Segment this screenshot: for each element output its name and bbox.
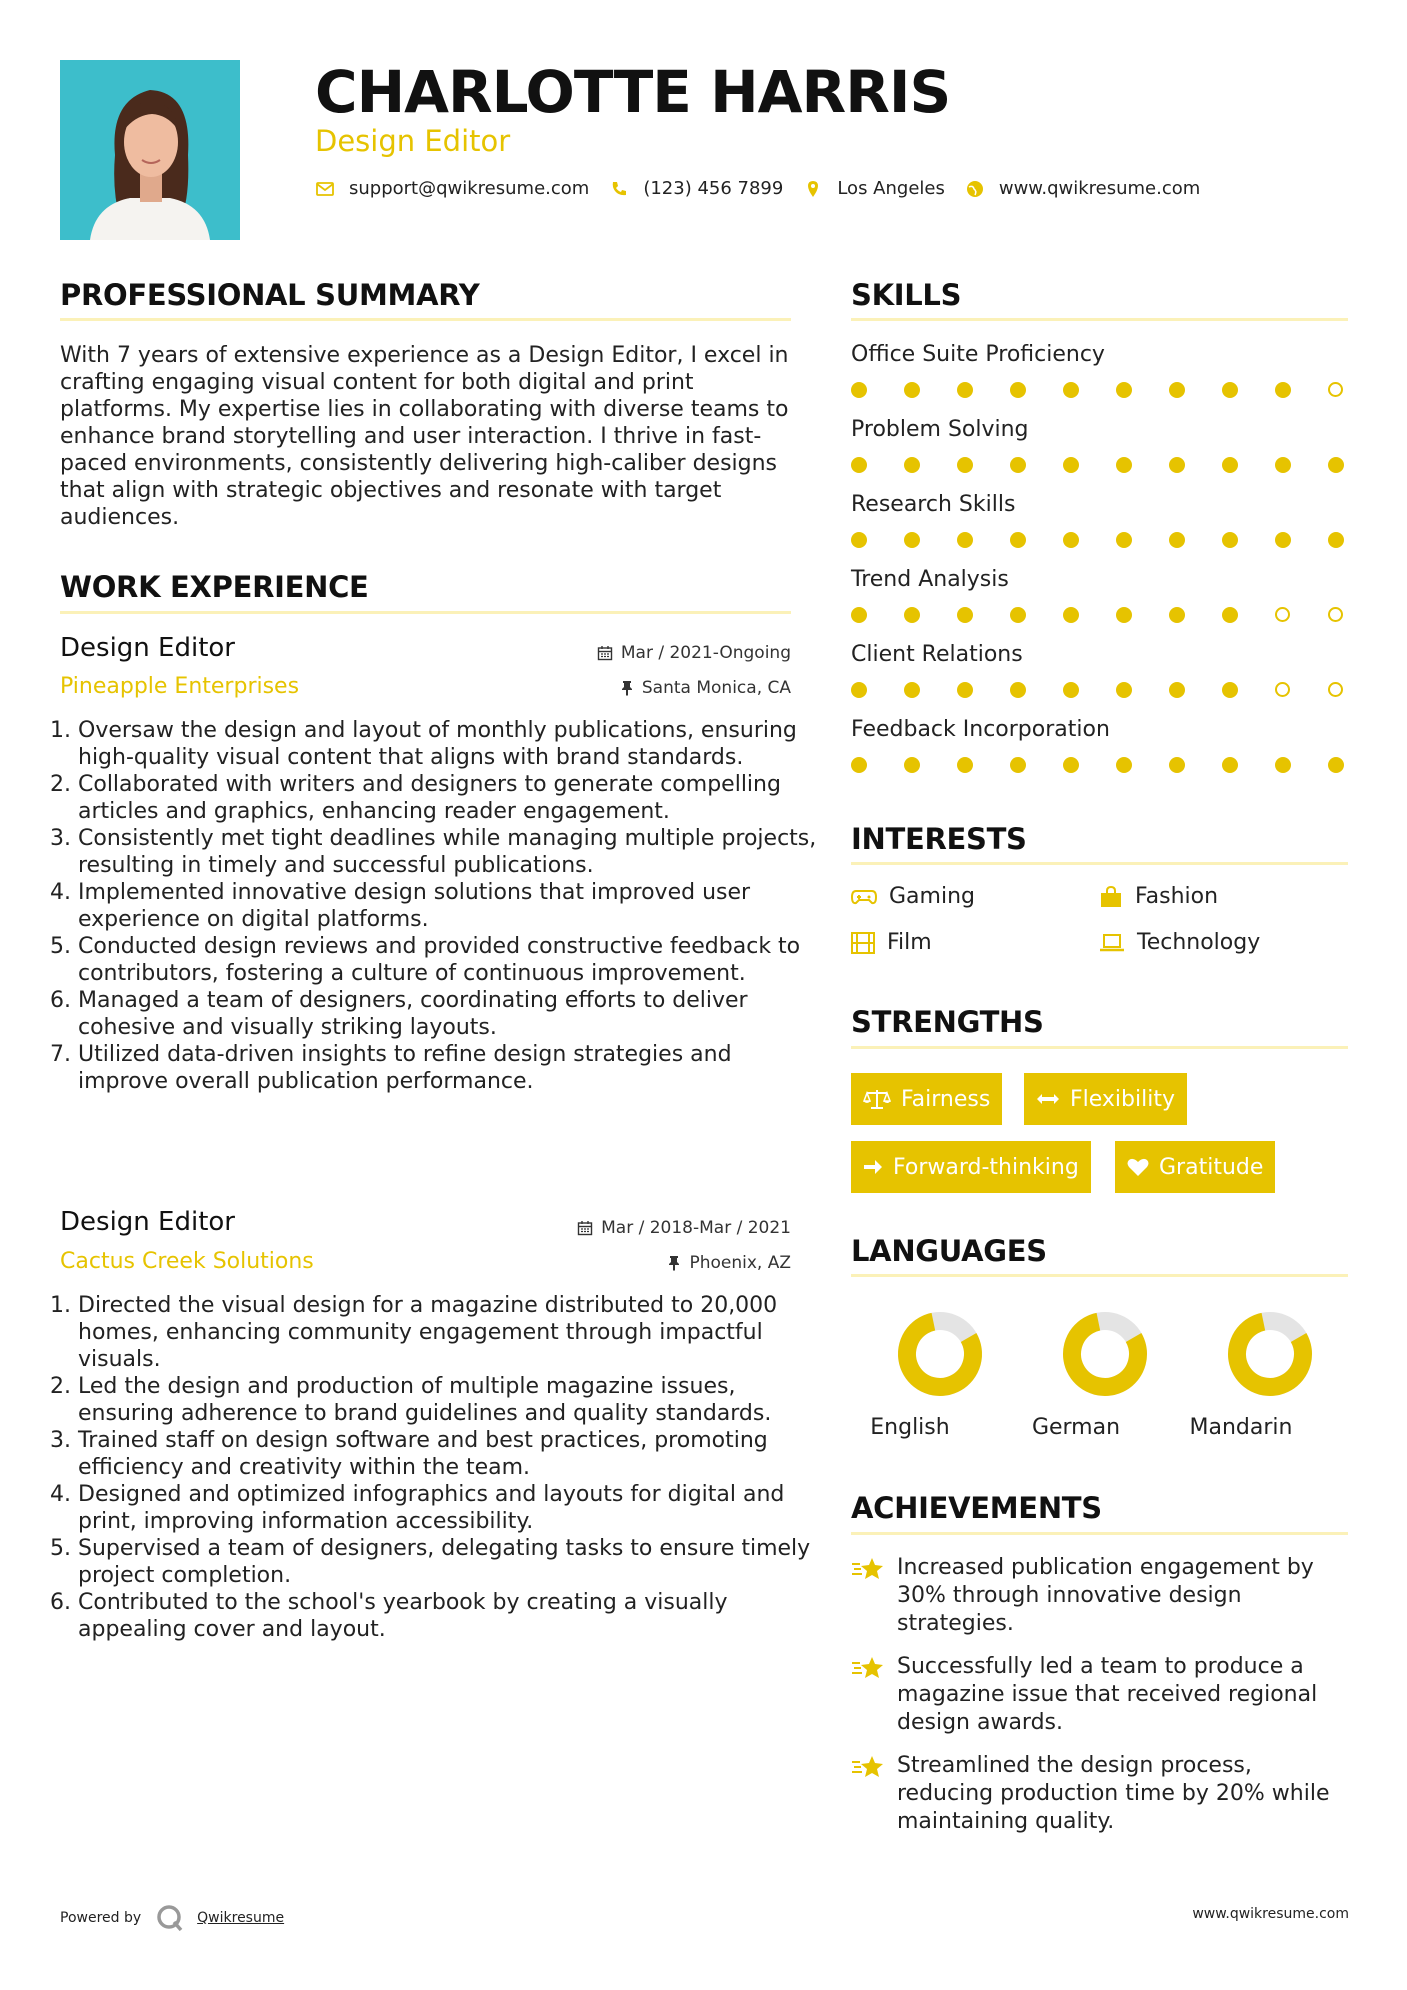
candidate-name: CHARLOTTE HARRIS	[315, 58, 951, 126]
skill-dot-filled	[1222, 532, 1238, 548]
skill-rating	[851, 382, 1351, 402]
strength-tag	[851, 1141, 1091, 1193]
achievement-text: Streamlined the design process, reducing production time by 20% while maintaining quality.	[897, 1753, 1330, 1834]
languages-heading: LANGUAGES	[851, 1234, 1047, 1268]
shooting-star-icon	[851, 1556, 885, 1582]
skill-dot-filled	[1116, 532, 1132, 548]
skill-dot-filled	[1222, 382, 1238, 398]
list-item: 5. Supervised a team of designers, delegating tasks to ensure timely project completion.	[78, 1535, 823, 1589]
qwikresume-link[interactable]: Qwikresume	[197, 1910, 285, 1926]
calendar-icon	[577, 1220, 593, 1236]
candidate-role: Design Editor	[315, 124, 511, 158]
skill-dot-filled	[1169, 607, 1185, 623]
summary-divider	[60, 318, 791, 321]
experience-heading: WORK EXPERIENCE	[60, 570, 369, 604]
skill-dot-filled	[957, 757, 973, 773]
summary-text: With 7 years of extensive experience as a Design Editor, I excel in crafting engaging visual content for both digital and print platforms. My expertise lies in collaborating with diverse teams to enhance brand storytelling and user interaction. I thrive in fast-paced environments, consistently delivering high-caliber designs that align with strategic objectives and resonate with target audiences.	[60, 343, 789, 530]
skill-dot-filled	[1010, 682, 1026, 698]
strength-tag	[1115, 1141, 1275, 1193]
skill-dot-filled	[904, 607, 920, 623]
footer-website[interactable]: www.qwikresume.com	[1192, 1906, 1349, 1922]
skill-dot-filled	[1222, 757, 1238, 773]
summary-heading: PROFESSIONAL SUMMARY	[60, 278, 480, 312]
skill-dot-filled	[1222, 607, 1238, 623]
achievement-item	[851, 1752, 1351, 1836]
balance-scale-icon	[863, 1088, 891, 1110]
contact-email[interactable]	[315, 178, 589, 199]
interest-fashion	[1099, 884, 1218, 909]
achievement-item	[851, 1554, 1351, 1638]
pushpin-icon	[667, 1255, 681, 1271]
job-bullets	[52, 1292, 823, 1643]
job-title: Design Editor	[60, 1207, 235, 1237]
skill-dot-filled	[1328, 457, 1344, 473]
list-item: 5. Conducted design reviews and provided constructive feedback to contributors, fostering a culture of continuous improvement.	[78, 933, 823, 987]
contact-bar	[315, 178, 1220, 199]
job-dates-text: Mar / 2018-Mar / 2021	[601, 1218, 791, 1238]
interest-label: Fashion	[1135, 884, 1219, 909]
language-label: German	[1031, 1415, 1121, 1440]
interest-label: Technology	[1137, 930, 1261, 955]
job-dates	[597, 643, 791, 663]
job-location	[620, 678, 791, 698]
strength-tag	[1024, 1073, 1187, 1125]
skill-dot-filled	[1275, 532, 1291, 548]
interest-gaming	[851, 884, 975, 909]
job-dates-text: Mar / 2021-Ongoing	[620, 643, 791, 663]
skill-dot-filled	[1010, 607, 1026, 623]
skill-dot-filled	[1063, 607, 1079, 623]
language-label: Mandarin	[1189, 1415, 1293, 1440]
skill-dot-filled	[1328, 532, 1344, 548]
language-donut	[1035, 1311, 1175, 1397]
skill-dot-empty	[1328, 382, 1343, 397]
list-item: 1. Oversaw the design and layout of monthly publications, ensuring high-quality visual content that aligns with brand standards.	[78, 717, 823, 771]
skill-dot-filled	[1010, 532, 1026, 548]
skill-dot-filled	[957, 682, 973, 698]
skill-dot-filled	[904, 682, 920, 698]
job-location	[667, 1253, 791, 1273]
skill-dot-filled	[1275, 457, 1291, 473]
contact-phone[interactable]	[609, 178, 783, 199]
skill-dot-filled	[851, 457, 867, 473]
achievement-item	[851, 1653, 1351, 1737]
skill-dot-filled	[1063, 682, 1079, 698]
skill-dot-filled	[957, 382, 973, 398]
film-icon	[851, 932, 875, 954]
language-donut	[1200, 1311, 1340, 1397]
skill-dot-filled	[1169, 532, 1185, 548]
achievements-heading: ACHIEVEMENTS	[851, 1491, 1102, 1525]
skill-dot-filled	[1063, 757, 1079, 773]
achievements-divider	[851, 1532, 1348, 1535]
achievement-text: Successfully led a team to produce a magazine issue that received regional design awards.	[897, 1654, 1318, 1735]
skill-dot-empty	[1275, 682, 1290, 697]
skill-rating	[851, 532, 1351, 552]
contact-location	[803, 178, 945, 199]
arrows-horizontal-icon	[1036, 1092, 1060, 1106]
shooting-star-icon	[851, 1655, 885, 1681]
skills-heading: SKILLS	[851, 278, 962, 312]
skill-dot-filled	[1328, 757, 1344, 773]
skill-dot-filled	[851, 607, 867, 623]
qwikresume-logo-icon	[155, 1903, 185, 1933]
skill-dot-filled	[851, 382, 867, 398]
interest-label: Film	[887, 930, 932, 955]
map-pin-icon	[803, 179, 823, 199]
interest-label: Gaming	[889, 884, 975, 909]
skill-dot-filled	[1169, 382, 1185, 398]
strength-label: Forward-thinking	[893, 1154, 1079, 1180]
heart-icon	[1127, 1157, 1149, 1177]
strength-label: Fairness	[901, 1086, 991, 1112]
skill-dot-filled	[1063, 532, 1079, 548]
skill-dot-filled	[904, 757, 920, 773]
skill-dot-filled	[1275, 757, 1291, 773]
skill-dot-filled	[1169, 457, 1185, 473]
skill-dot-filled	[1275, 382, 1291, 398]
list-item: 3. Trained staff on design software and best practices, promoting efficiency and creativity within the team.	[78, 1427, 823, 1481]
list-item: 6. Contributed to the school's yearbook by creating a visually appealing cover and layout.	[78, 1589, 823, 1643]
phone-text: (123) 456 7899	[643, 178, 784, 199]
language-label: English	[870, 1415, 950, 1440]
shooting-star-icon	[851, 1754, 885, 1780]
skill-label: Problem Solving	[851, 417, 1029, 442]
globe-icon	[965, 179, 985, 199]
skill-dot-filled	[957, 457, 973, 473]
skill-label: Office Suite Proficiency	[851, 342, 1105, 367]
skill-dot-filled	[1169, 757, 1185, 773]
skill-dot-filled	[1222, 457, 1238, 473]
skill-dot-filled	[1010, 382, 1026, 398]
achievement-text: Increased publication engagement by 30% through innovative design strategies.	[897, 1555, 1314, 1636]
strength-tag	[851, 1073, 1002, 1125]
skill-rating	[851, 682, 1351, 702]
skill-dot-filled	[1116, 682, 1132, 698]
skill-dot-filled	[1010, 757, 1026, 773]
language-donut	[870, 1311, 1010, 1397]
skill-dot-empty	[1328, 682, 1343, 697]
skill-dot-filled	[1063, 382, 1079, 398]
job-location-text: Phoenix, AZ	[689, 1253, 791, 1273]
calendar-icon	[597, 645, 613, 661]
skill-dot-filled	[904, 382, 920, 398]
contact-website[interactable]	[965, 178, 1200, 199]
job-bullets	[52, 717, 823, 1095]
list-item: 6. Managed a team of designers, coordinating efforts to deliver cohesive and visually striking layouts.	[78, 987, 823, 1041]
list-item: 4. Designed and optimized infographics and layouts for digital and print, improving information accessibility.	[78, 1481, 823, 1535]
job-company: Cactus Creek Solutions	[60, 1249, 314, 1274]
arrow-right-icon	[863, 1158, 883, 1176]
strength-label: Gratitude	[1159, 1154, 1264, 1180]
job-location-text: Santa Monica, CA	[641, 678, 791, 698]
pushpin-icon	[620, 680, 634, 696]
skill-dot-filled	[851, 757, 867, 773]
website-text: www.qwikresume.com	[998, 178, 1201, 199]
location-text: Los Angeles	[837, 178, 945, 199]
laptop-icon	[1099, 933, 1125, 953]
skill-dot-filled	[1222, 682, 1238, 698]
shopping-bag-icon	[1099, 886, 1123, 908]
skill-label: Client Relations	[851, 642, 1023, 667]
job-dates	[577, 1218, 791, 1238]
skill-dot-filled	[1116, 607, 1132, 623]
job-title: Design Editor	[60, 633, 235, 663]
skill-dot-filled	[1063, 457, 1079, 473]
skill-dot-empty	[1328, 607, 1343, 622]
list-item: 4. Implemented innovative design solutions that improved user experience on digital platforms.	[78, 879, 823, 933]
skill-dot-filled	[851, 532, 867, 548]
skill-dot-filled	[1169, 682, 1185, 698]
powered-by-text: Powered by	[60, 1910, 142, 1926]
phone-icon	[609, 179, 629, 199]
list-item: 2. Led the design and production of multiple magazine issues, ensuring adherence to brand guidelines and quality standards.	[78, 1373, 823, 1427]
skill-dot-filled	[851, 682, 867, 698]
skill-label: Feedback Incorporation	[851, 717, 1110, 742]
skill-dot-filled	[1010, 457, 1026, 473]
interest-film	[851, 930, 932, 955]
skill-label: Trend Analysis	[851, 567, 1009, 592]
strengths-heading: STRENGTHS	[851, 1005, 1044, 1039]
skill-dot-filled	[1116, 457, 1132, 473]
languages-divider	[851, 1274, 1348, 1277]
skill-dot-filled	[1116, 382, 1132, 398]
skill-label: Research Skills	[851, 492, 1016, 517]
list-item: 7. Utilized data-driven insights to refine design strategies and improve overall publication performance.	[78, 1041, 823, 1095]
job-company: Pineapple Enterprises	[60, 674, 300, 699]
skill-rating	[851, 757, 1351, 777]
skill-rating	[851, 607, 1351, 627]
envelope-icon	[315, 179, 335, 199]
interests-heading: INTERESTS	[851, 822, 1027, 856]
skill-dot-filled	[1116, 757, 1132, 773]
footer-powered-by	[60, 1903, 284, 1933]
interest-technology	[1099, 930, 1260, 955]
profile-photo	[60, 60, 240, 240]
strengths-divider	[851, 1046, 1348, 1049]
skill-dot-filled	[904, 457, 920, 473]
skill-rating	[851, 457, 1351, 477]
gamepad-icon	[851, 888, 877, 906]
strength-label: Flexibility	[1070, 1086, 1175, 1112]
experience-divider	[60, 611, 791, 614]
list-item: 2. Collaborated with writers and designers to generate compelling articles and graphics, enhancing reader engagement.	[78, 771, 823, 825]
email-text: support@qwikresume.com	[349, 178, 590, 199]
list-item: 1. Directed the visual design for a magazine distributed to 20,000 homes, enhancing community engagement through impactful visuals.	[78, 1292, 823, 1373]
skill-dot-filled	[904, 532, 920, 548]
interests-divider	[851, 862, 1348, 865]
skills-divider	[851, 318, 1348, 321]
list-item: 3. Consistently met tight deadlines while managing multiple projects, resulting in timely and successful publications.	[78, 825, 823, 879]
skill-dot-empty	[1275, 607, 1290, 622]
skill-dot-filled	[957, 532, 973, 548]
skill-dot-filled	[957, 607, 973, 623]
